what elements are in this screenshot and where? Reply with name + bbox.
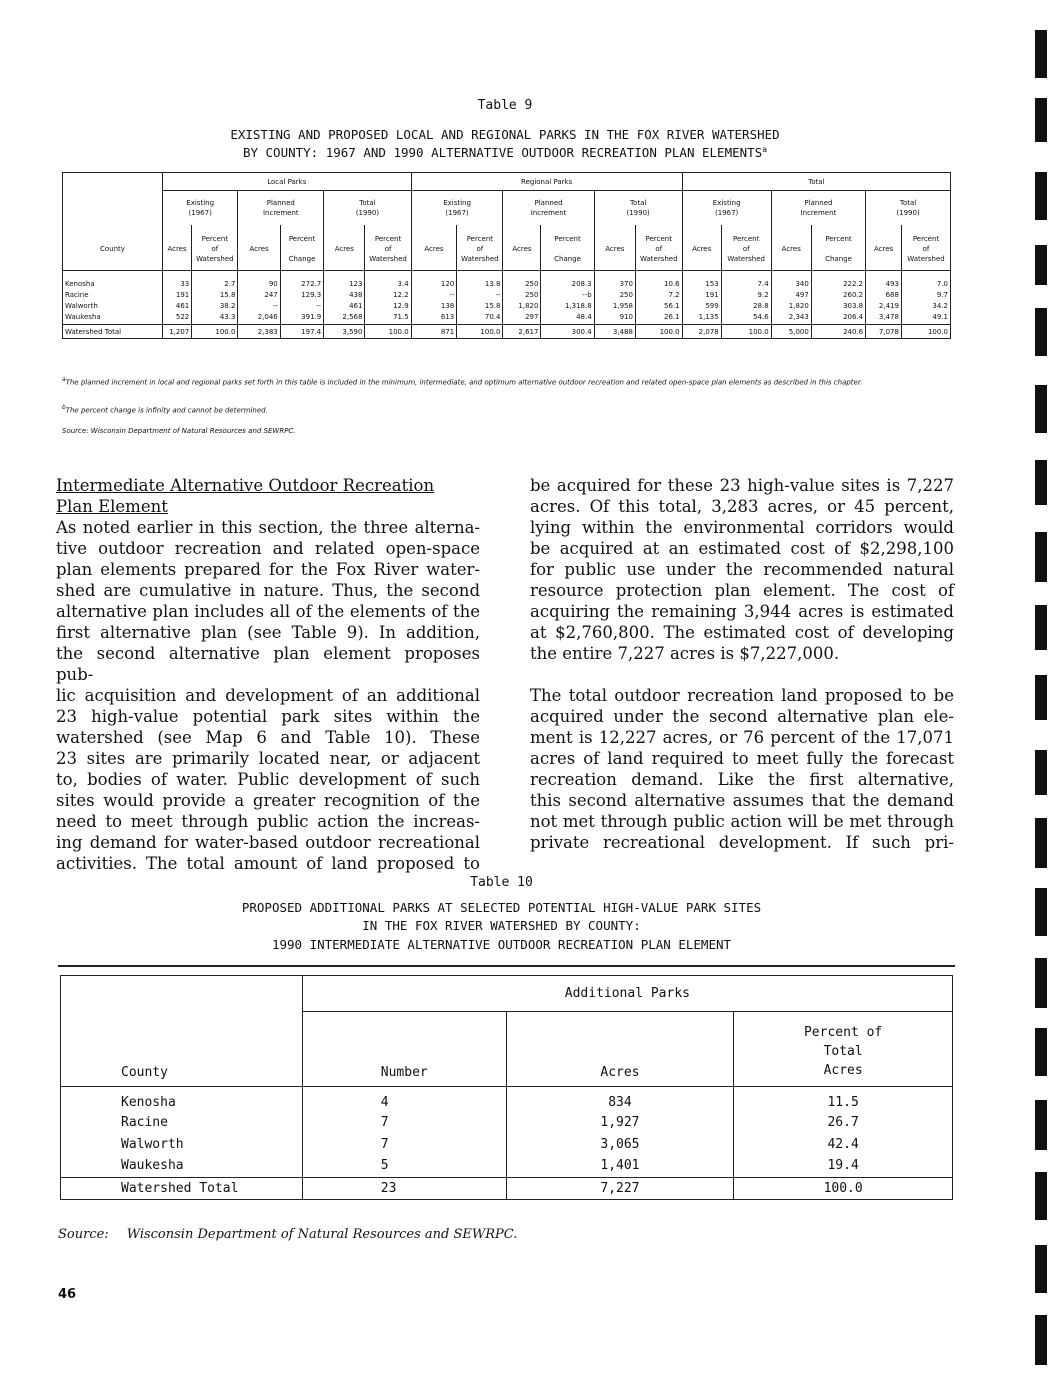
number-cell: 4 xyxy=(302,1087,506,1112)
text-line: 23 sites are primarily located near, or adjacent xyxy=(56,749,480,768)
table10-top-rule xyxy=(58,965,955,967)
value-cell: 438 xyxy=(324,290,365,301)
table-row xyxy=(61,1155,953,1177)
table9-subheader: Planned Increment xyxy=(771,191,865,225)
value-cell: 7,078 xyxy=(866,325,902,339)
acres-cell: 1,927 xyxy=(506,1111,734,1133)
pct-cell: 11.5 xyxy=(734,1087,953,1112)
value-cell: -- xyxy=(280,301,323,312)
text-line: sites would provide a greater recognition of the xyxy=(56,791,480,810)
value-cell: 7.2 xyxy=(635,290,682,301)
number-cell: 23 xyxy=(302,1177,506,1199)
table9-footnote-b: $^b$The percent change is infinity and cannot be determined. xyxy=(62,405,268,415)
table10-label: Table 10 xyxy=(470,875,533,890)
value-cell: 2,617 xyxy=(503,325,541,339)
pct-cell: 100.0 xyxy=(734,1177,953,1199)
value-cell: 3,590 xyxy=(324,325,365,339)
acres-cell: 3,065 xyxy=(506,1133,734,1155)
value-cell: 2.7 xyxy=(192,279,238,290)
value-cell: 12.2 xyxy=(365,290,411,301)
value-cell: -- xyxy=(238,301,280,312)
value-cell: 100.0 xyxy=(365,325,411,339)
value-cell: 100.0 xyxy=(901,325,950,339)
text-line: private recreational development. If such pri- xyxy=(530,833,954,852)
table9-group-regional: Regional Parks xyxy=(411,173,682,191)
table10 xyxy=(60,975,953,1200)
text-line: 23 high-value potential park sites within the xyxy=(56,707,480,726)
text-line: this second alternative assumes that the demand xyxy=(530,791,954,810)
table9-subheader: Total (1990) xyxy=(866,191,951,225)
text-line: As noted earlier in this section, the three alterna- xyxy=(56,518,480,537)
value-cell: 260.2 xyxy=(811,290,865,301)
table9-acres-header: Acres xyxy=(324,229,365,271)
value-cell: 2,383 xyxy=(238,325,280,339)
value-cell: 522 xyxy=(162,312,191,323)
registration-marks xyxy=(1035,0,1051,1380)
text-line: lying within the environmental corridors would xyxy=(530,518,954,537)
value-cell: 120 xyxy=(411,279,457,290)
value-cell: 5,000 xyxy=(771,325,811,339)
table9-group-total: Total xyxy=(682,173,950,191)
value-cell: 2,046 xyxy=(238,312,280,323)
text-line: plan elements prepared for the Fox River water- xyxy=(56,560,480,579)
value-cell: 12.9 xyxy=(365,301,411,312)
table9-acres-header: Acres xyxy=(682,229,721,271)
right-column-paragraph-1 xyxy=(530,475,954,664)
value-cell: 197.4 xyxy=(280,325,323,339)
value-cell: 871 xyxy=(411,325,457,339)
text-line: to, bodies of water. Public development of such xyxy=(56,770,480,789)
table9-acres-header: Acres xyxy=(594,229,635,271)
value-cell: 34.2 xyxy=(901,301,950,312)
value-cell: 54.6 xyxy=(721,312,771,323)
table-row xyxy=(61,1087,953,1112)
table10-group-header: Additional Parks xyxy=(302,976,952,1012)
table9-acres-header: Acres xyxy=(162,229,191,271)
value-cell: 497 xyxy=(771,290,811,301)
county-cell: Racine xyxy=(63,290,163,301)
table-row xyxy=(63,290,951,301)
table9-percent-watershed-header: Percent of Watershed xyxy=(457,229,503,271)
value-cell: 129.3 xyxy=(280,290,323,301)
value-cell: 191 xyxy=(682,290,721,301)
table-row xyxy=(63,325,951,339)
table9-percent-watershed-header: Percent of Watershed xyxy=(365,229,411,271)
right-column-paragraph-2 xyxy=(530,685,954,853)
value-cell: 300.4 xyxy=(541,325,594,339)
text-line: the second alternative plan element proposes pub- xyxy=(56,644,480,684)
value-cell: 272.7 xyxy=(280,279,323,290)
table9-footnote-a: $^a$The planned increment in local and regional parks set forth in this table is included in the minimum, intermediate, and optimum alternative outdoor recreation and related open-space plan elements as described in this chapter. xyxy=(62,377,863,387)
table9-subheader: Existing (1967) xyxy=(162,191,238,225)
value-cell: 1,820 xyxy=(771,301,811,312)
table10-acres-header: Acres xyxy=(506,1012,734,1087)
value-cell: 1,958 xyxy=(594,301,635,312)
text-line: ment is 12,227 acres, or 76 percent of the 17,071 xyxy=(530,728,954,747)
section-heading: Intermediate Alternative Outdoor Recreation Plan Element xyxy=(56,476,435,516)
value-cell: 250 xyxy=(503,290,541,301)
value-cell: 250 xyxy=(594,290,635,301)
text-line: alternative plan includes all of the elements of the xyxy=(56,602,480,621)
value-cell: 2,568 xyxy=(324,312,365,323)
value-cell: 599 xyxy=(682,301,721,312)
value-cell: 1,207 xyxy=(162,325,191,339)
table9-acres-header: Acres xyxy=(866,229,902,271)
value-cell: 9.7 xyxy=(901,290,950,301)
table9-percent-watershed-header: Percent of Watershed xyxy=(721,229,771,271)
table10-percent-header: Percent of Total Acres xyxy=(734,1012,953,1087)
text-line: acquiring the remaining 3,944 acres is estimated xyxy=(530,602,954,621)
value-cell: 240.6 xyxy=(811,325,865,339)
value-cell: 3,478 xyxy=(866,312,902,323)
value-cell: 48.4 xyxy=(541,312,594,323)
table9-percent-change-header: Percent Change xyxy=(541,229,594,271)
value-cell: 613 xyxy=(411,312,457,323)
value-cell: 910 xyxy=(594,312,635,323)
table10-title-line3: 1990 INTERMEDIATE ALTERNATIVE OUTDOOR RECREATION PLAN ELEMENT xyxy=(271,937,732,952)
county-cell: Kenosha xyxy=(61,1087,303,1112)
table-row xyxy=(63,279,951,290)
value-cell: 208.3 xyxy=(541,279,594,290)
value-cell: 340 xyxy=(771,279,811,290)
value-cell: 7.4 xyxy=(721,279,771,290)
value-cell: 2,419 xyxy=(866,301,902,312)
value-cell: 100.0 xyxy=(192,325,238,339)
value-cell: 303.8 xyxy=(811,301,865,312)
value-cell: --b xyxy=(541,290,594,301)
text-line: shed are cumulative in nature. Thus, the second xyxy=(56,581,480,600)
pct-cell: 19.4 xyxy=(734,1155,953,1177)
county-cell: Watershed Total xyxy=(63,325,163,339)
text-line: be acquired for these 23 high-value sites is 7,227 xyxy=(530,476,954,495)
value-cell: 297 xyxy=(503,312,541,323)
table9-source: Source: Wisconsin Department of Natural Resources and SEWRPC. xyxy=(62,427,296,435)
value-cell: 56.1 xyxy=(635,301,682,312)
table9 xyxy=(62,172,951,339)
value-cell: 90 xyxy=(238,279,280,290)
table9-subheader: Existing (1967) xyxy=(411,191,503,225)
county-cell: Watershed Total xyxy=(61,1177,303,1199)
value-cell: 688 xyxy=(866,290,902,301)
left-column-text xyxy=(56,517,480,874)
table9-label: Table 9 xyxy=(477,98,533,113)
table9-percent-watershed-header: Percent of Watershed xyxy=(635,229,682,271)
table9-acres-header: Acres xyxy=(771,229,811,271)
table-row xyxy=(61,1133,953,1155)
text-line: first alternative plan (see Table 9). In addition, xyxy=(56,623,480,642)
table10-source: Source: Wisconsin Department of Natural Resources and SEWRPC. xyxy=(58,1227,518,1242)
value-cell: -- xyxy=(411,290,457,301)
number-cell: 7 xyxy=(302,1111,506,1133)
text-line: the entire 7,227 acres is $7,227,000. xyxy=(530,644,840,663)
value-cell: 1,135 xyxy=(682,312,721,323)
table-row xyxy=(61,1111,953,1133)
text-line: acquired under the second alternative plan ele- xyxy=(530,707,954,726)
text-line: activities. The total amount of land proposed to xyxy=(56,854,480,873)
value-cell: 493 xyxy=(866,279,902,290)
text-line: tive outdoor recreation and related open-space xyxy=(56,539,480,558)
text-line: watershed (see Map 6 and Table 10). These xyxy=(56,728,480,747)
table10-county-header: County xyxy=(61,976,303,1087)
value-cell: 9.2 xyxy=(721,290,771,301)
county-cell: Waukesha xyxy=(61,1155,303,1177)
value-cell: 15.8 xyxy=(457,301,503,312)
table9-acres-header: Acres xyxy=(238,229,280,271)
value-cell: 43.3 xyxy=(192,312,238,323)
text-line: recreation demand. Like the first alternative, xyxy=(530,770,954,789)
value-cell: 153 xyxy=(682,279,721,290)
table9-percent-watershed-header: Percent of Watershed xyxy=(192,229,238,271)
table9-subheader: Planned Increment xyxy=(238,191,324,225)
value-cell: 123 xyxy=(324,279,365,290)
value-cell: 222.2 xyxy=(811,279,865,290)
value-cell: 10.6 xyxy=(635,279,682,290)
page-number: 46 xyxy=(58,1287,77,1302)
value-cell: 13.8 xyxy=(457,279,503,290)
value-cell: 3,488 xyxy=(594,325,635,339)
text-line: acres of land required to meet fully the forecast xyxy=(530,749,954,768)
value-cell: 247 xyxy=(238,290,280,301)
value-cell: 49.1 xyxy=(901,312,950,323)
value-cell: 250 xyxy=(503,279,541,290)
table9-subheader: Planned Increment xyxy=(503,191,594,225)
value-cell: 38.2 xyxy=(192,301,238,312)
value-cell: 7.0 xyxy=(901,279,950,290)
pct-cell: 42.4 xyxy=(734,1133,953,1155)
value-cell: 71.5 xyxy=(365,312,411,323)
value-cell: 1,820 xyxy=(503,301,541,312)
table9-subheader: Total (1990) xyxy=(324,191,411,225)
value-cell: 70.4 xyxy=(457,312,503,323)
value-cell: 33 xyxy=(162,279,191,290)
table9-group-local: Local Parks xyxy=(162,173,411,191)
text-line: acres. Of this total, 3,283 acres, or 45 percent, xyxy=(530,497,954,516)
text-line: resource protection plan element. The cost of xyxy=(530,581,954,600)
value-cell: 391.9 xyxy=(280,312,323,323)
county-cell: Walworth xyxy=(63,301,163,312)
value-cell: 191 xyxy=(162,290,191,301)
table9-percent-change-header: Percent Change xyxy=(811,229,865,271)
value-cell: 370 xyxy=(594,279,635,290)
value-cell: 28.8 xyxy=(721,301,771,312)
table9-acres-header: Acres xyxy=(503,229,541,271)
number-cell: 5 xyxy=(302,1155,506,1177)
table-row xyxy=(63,301,951,312)
pct-cell: 26.7 xyxy=(734,1111,953,1133)
table9-subheader: Existing (1967) xyxy=(682,191,771,225)
text-line: The total outdoor recreation land proposed to be xyxy=(530,686,954,705)
text-line: need to meet through public action the increas- xyxy=(56,812,480,831)
value-cell: 461 xyxy=(162,301,191,312)
text-line: for public use under the recommended natural xyxy=(530,560,954,579)
county-cell: Waukesha xyxy=(63,312,163,323)
table9-subheader: Total (1990) xyxy=(594,191,682,225)
table9-title-line1: EXISTING AND PROPOSED LOCAL AND REGIONAL PARKS IN THE FOX RIVER WATERSHED xyxy=(230,127,780,142)
text-line: be acquired at an estimated cost of $2,298,100 xyxy=(530,539,954,558)
table10-title-line1: PROPOSED ADDITIONAL PARKS AT SELECTED POTENTIAL HIGH-VALUE PARK SITES xyxy=(241,900,762,915)
value-cell: 2,343 xyxy=(771,312,811,323)
number-cell: 7 xyxy=(302,1133,506,1155)
value-cell: 100.0 xyxy=(721,325,771,339)
table9-county-header: County xyxy=(63,229,163,271)
value-cell: 100.0 xyxy=(457,325,503,339)
table9-percent-change-header: Percent Change xyxy=(280,229,323,271)
county-cell: Kenosha xyxy=(63,279,163,290)
county-cell: Racine xyxy=(61,1111,303,1133)
acres-cell: 834 xyxy=(506,1087,734,1112)
value-cell: 3.4 xyxy=(365,279,411,290)
value-cell: 206.4 xyxy=(811,312,865,323)
table-row xyxy=(61,1177,953,1199)
value-cell: 15.8 xyxy=(192,290,238,301)
value-cell: 100.0 xyxy=(635,325,682,339)
acres-cell: 1,401 xyxy=(506,1155,734,1177)
county-cell: Walworth xyxy=(61,1133,303,1155)
value-cell: -- xyxy=(457,290,503,301)
acres-cell: 7,227 xyxy=(506,1177,734,1199)
table9-acres-header: Acres xyxy=(411,229,457,271)
table9-title-line2: BY COUNTY: 1967 AND 1990 ALTERNATIVE OUTDOOR RECREATION PLAN ELEMENTS$^a$ xyxy=(242,145,768,161)
text-line: ing demand for water-based outdoor recreational xyxy=(56,833,480,852)
text-line: lic acquisition and development of an additional xyxy=(56,686,480,705)
value-cell: 1,318.8 xyxy=(541,301,594,312)
value-cell: 26.1 xyxy=(635,312,682,323)
table10-number-header: Number xyxy=(302,1012,506,1087)
table9-percent-watershed-header: Percent of Watershed xyxy=(901,229,950,271)
table10-title-line2: IN THE FOX RIVER WATERSHED BY COUNTY: xyxy=(362,918,641,933)
value-cell: 138 xyxy=(411,301,457,312)
text-line: not met through public action will be met through xyxy=(530,812,954,831)
table-row xyxy=(63,312,951,323)
text-line: at $2,760,800. The estimated cost of developing xyxy=(530,623,954,642)
value-cell: 2,078 xyxy=(682,325,721,339)
value-cell: 461 xyxy=(324,301,365,312)
